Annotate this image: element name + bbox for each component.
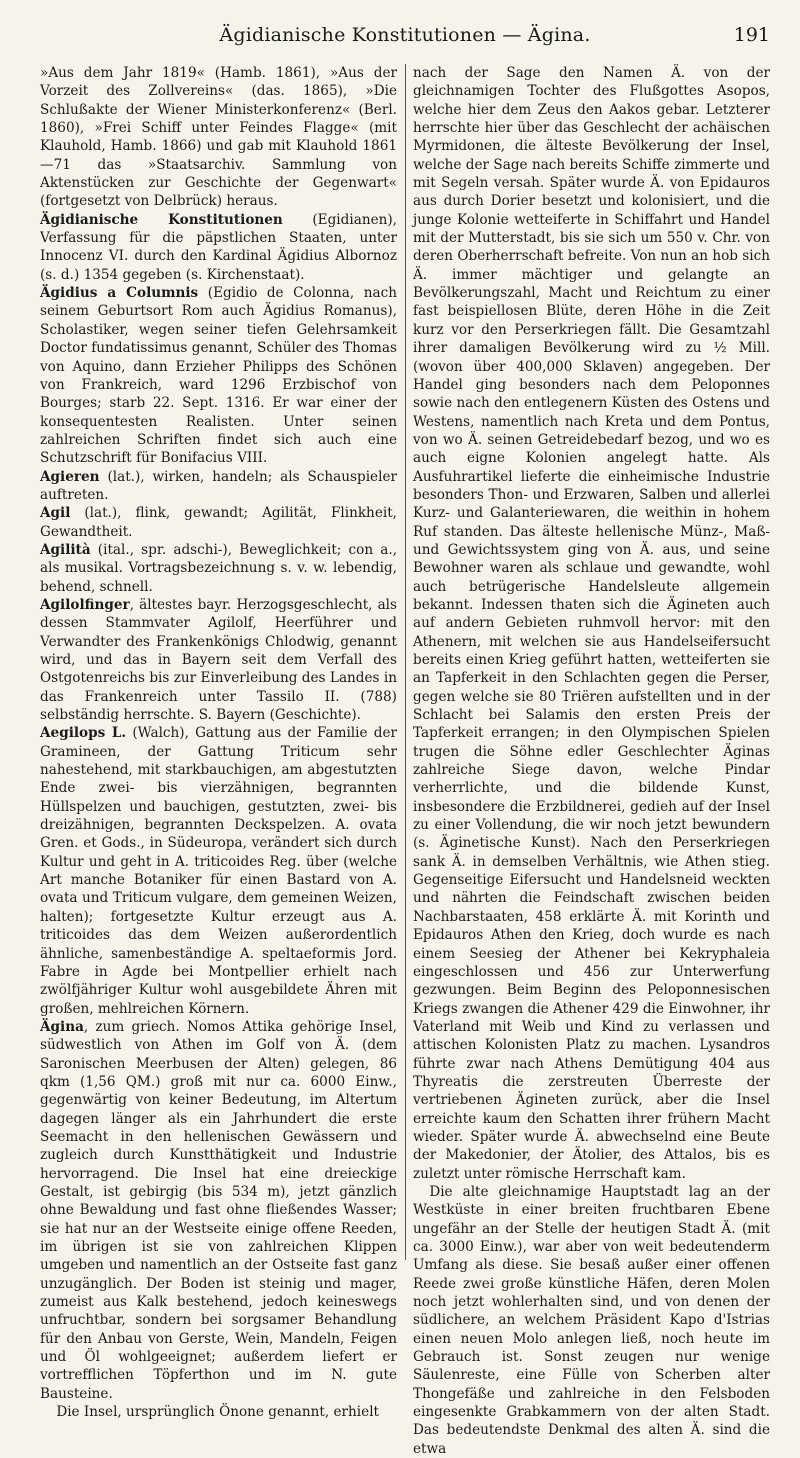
left-column (40, 64, 397, 1421)
entry-text: (ital., spr. adschi-), Beweglichkeit; con a., als musikal. Vortragsbezeichnung s. v. w. lebendig, behend, schnell. (40, 541, 397, 595)
dictionary-entry (40, 504, 397, 541)
entry-text: (lat.), flink, gewandt; Agilität, Flinkheit, Gewandtheit. (40, 505, 397, 540)
entry-headword: Aegilops L. (40, 725, 127, 742)
dictionary-entry (40, 724, 397, 1018)
running-head: Ägidianische Konstitutionen — Ägina. (219, 24, 591, 46)
right-column (413, 64, 770, 1457)
paragraph (40, 1403, 397, 1421)
paragraph (413, 64, 770, 1183)
entry-text: (lat.), wirken, handeln; als Schauspieler auftreten. (40, 468, 397, 503)
paragraph (40, 64, 397, 211)
entry-text: nach der Sage den Namen Ä. von der gleichnamigen Tochter des Flußgottes Asopos, welche hier dem Zeus den Aakos gebar. Letzterer herrschte hier über das Geschlecht der achäischen Myrmidonen, die älteste Bevölkerung der Insel, welche der Sage nach bereits Schiffe zimmerte und mit Segeln versah. Später wurde Ä. von Epidauros aus durch Dorier besetzt und kolonisiert, und die junge Kolonie wetteiferte in Schiffahrt und Handel mit der Mutterstadt, bis sie sich um 550 v. Chr. von deren Oberherrschaft befreite. Von nun an hob sich Ä. immer mächtiger und gelangte an Bevölkerungszahl, Macht und Reichtum zu einer fast beispiellosen Blüte, deren Höhe in die Zeit kurz vor den Perserkriegen fällt. Die Gesamtzahl ihrer damaligen Bevölkerung wird zu ½ Mill. (wovon über 400,000 Sklaven) angegeben. Der Handel ging besonders nach dem Peloponnes sowie nach den entlegenern Küsten des Ostens und Westens, namentlich nach Kreta und dem Pontus, von wo Ä. seinen Getreidebedarf bezog, und wo es auch eigne Kolonien angelegt hatte. Als Ausfuhrartikel lieferte die einheimische Industrie besonders Thon- und Erzwaren, Salben und allerlei Kurz- und Galanteriewaren, die weithin in hohem Ruf standen. Das älteste hellenische Münz-, Maß- und Gewichtssystem ging von Ä. aus, und seine Bewohner waren als schlaue und gewandte, wohl auch betrügerische Handelsleute allgemein bekannt. Indessen thaten sich die Ägineten auch auf andern Gebieten ruhmvoll hervor: mit den Athenern, mit welchen sie aus Handelseifersucht bereits einen Krieg geführt hatten, wetteiferten sie an Tapferkeit in den Schlachten gegen die Perser, gegen welche sie 80 Triëren aufstellten und in der Schlacht bei Salamis den ersten Preis der Tapferkeit errangen; in den Olympischen Spielen trugen die Söhne edler Geschlechter Äginas zahlreiche Siege davon, welche Pindar verherrlichte, und die bildende Kunst, insbesondere die Erzbildnerei, gedieh auf der Insel zu einer Vollendung, die wir noch jetzt bewundern (s. Äginetische Kunst). Nach den Perserkriegen sank Ä. in demselben Verhältnis, wie Athen stieg. Gegenseitige Eifersucht und Handelsneid weckten und nährten die Feindschaft zwischen beiden Nachbarstaaten, 458 erklärte Ä. mit Korinth und Epidauros Athen den Krieg, doch wurde es nach einem Seesieg der Athener bei Kekryphaleia eingeschlossen und 456 zur Unterwerfung gezwungen. Beim Beginn des Peloponnesischen Kriegs zwangen die Athener 429 die Einwohner, ihr Vaterland mit Weib und Kind zu verlassen und attischen Kolonisten Platz zu machen. Lysandros führte zwar nach Athens Demütigung 404 aus Thyreatis die zerstreuten Überreste der vertriebenen Ägineten zurück, aber die Insel erreichte kaum den Schatten ihrer frühern Macht wieder. Später wurde Ä. abwechselnd eine Beute der Makedonier, der Ätolier, des Attalos, bis es zuletzt unter römische Herrschaft kam. (413, 65, 770, 1182)
dictionary-entry (40, 541, 397, 596)
entry-text: , zum griech. Nomos Attika gehörige Insel, südwestlich von Athen im Golf von Ä. (dem Saronischen Meerbusen der Alten) gelegen, 86 qkm (1,56 QM.) groß mit nur ca. 6000 Einw., gegenwärtig von keiner Bedeutung, im Altertum dagegen länger als ein Jahrhundert die erste Seemacht in den hellenischen Gewässern und zugleich durch Kunstthätigkeit und Industrie hervorragend. Die Insel hat eine dreieckige Gestalt, ist gebirgig (bis 534 m), jetzt gänzlich ohne Bewaldung und fast ohne fließendes Wasser; sie hat nur an der Westseite einige offene Reeden, im übrigen ist sie von zahlreichen Klippen umgeben und namentlich an der Ostseite fast ganz unzugänglich. Der Boden ist steinig und mager, zumeist aus Kalk bestehend, jedoch keineswegs unfruchtbar, sondern bei sorgsamer Behandlung für den Anbau von Gerste, Wein, Mandeln, Feigen und Öl wohlgeeignet; außerdem liefert er vortrefflichen Töpferthon und im N. gute Bausteine. (40, 1018, 397, 1402)
dictionary-page (40, 22, 770, 1457)
entry-headword: Ägidius a Columnis (40, 285, 199, 302)
entry-headword: Ägina (40, 1018, 84, 1035)
entry-text: »Aus dem Jahr 1819« (Hamb. 1861), »Aus der Vorzeit des Zollvereins« (das. 1865), »Die Schlußakte der Wiener Ministerkonferenz« (Berl. 1860), »Frei Schiff unter Feindes Flagge« (mit Klauhold, Hamb. 1866) und gab mit Klauhold 1861—71 das »Staatsarchiv. Sammlung von Aktenstücken zur Geschichte der Gegenwart« (fortgesetzt von Delbrück) heraus. (40, 65, 397, 210)
entry-headword: Agilità (40, 541, 91, 558)
dictionary-entry (40, 596, 397, 724)
entry-headword: Agilolfinger (40, 596, 130, 613)
column-divider (405, 64, 406, 1260)
dictionary-entry (40, 468, 397, 505)
dictionary-entry (40, 284, 397, 467)
entry-text: (Egidio de Colonna, nach seinem Geburtsort Rom auch Ägidius Romanus), Scholastiker, wegen seiner tiefen Gelehrsamkeit Doctor fundatissimus genannt, Schüler des Thomas von Aquino, dann Erzieher Philipps des Schönen von Frankreich, ward 1296 Erzbischof von Bourges; starb 22. Sept. 1316. Er war einer der konsequentesten Realisten. Unter seinen zahlreichen Schriften findet sich auch eine Schutzschrift für Bonifacius VIII. (40, 285, 397, 467)
entry-headword: Ägidianische Konstitutionen (40, 211, 283, 228)
paragraph (413, 1183, 770, 1458)
entry-text: Die alte gleichnamige Hauptstadt lag an der Westküste in einer breiten fruchtbaren Ebene ungefähr an der Stelle der heutigen Stadt Ä. (mit ca. 3000 Einw.), war aber von weit bedeutenderm Umfang als diese. Sie besaß außer einer offenen Reede zwei große künstliche Häfen, deren Molen noch jetzt wohlerhalten sind, und von denen der südlichere, an welchem Präsident Kapo d'Istrias einen neuen Molo anlegen ließ, noch heute im Gebrauch ist. Sonst zeugen nur wenige Säulenreste, eine Fülle von Scherben alter Thongefäße und zahlreiche in den Felsboden eingesenkte Grabkammern von der alten Stadt. Das bedeutendste Denkmal des alten Ä. sind die etwa (413, 1183, 770, 1457)
entry-text: , ältestes bayr. Herzogsgeschlecht, als dessen Stammvater Agilolf, Heerführer und Verwandter des Frankenkönigs Chlodwig, genannt wird, und das in Bayern seit dem Verfall des Ostgotenreichs bis zur Einverleibung des Landes in das Frankenreich unter Tassilo II. (788) selbständig herrschte. S. Bayern (Geschichte). (40, 596, 397, 724)
page-number: 191 (733, 24, 770, 46)
entry-headword: Agil (40, 505, 71, 522)
entry-headword: Agieren (40, 468, 100, 485)
entry-text: (Walch), Gattung aus der Familie der Gramineen, der Gattung Triticum sehr nahestehend, mit starkbauchigen, am abgestutzten Ende zwei- bis vierzähnigen, begrannten Hüllspelzen und bauchigen, gestutzten, zwei- bis dreizähnigen, begrannten Deckspelzen. A. ovata Gren. et Gods., in Südeuropa, verändert sich durch Kultur und geht in A. triticoides Reg. über (welche Art manche Botaniker für einen Bastard von A. ovata und Triticum vulgare, dem gemeinen Weizen, halten); fortgesetzte Kultur erzeugt aus A. triticoides das dem Weizen außerordentlich ähnliche, samenbeständige A. speltaeformis Jord. Fabre in Agde bei Montpellier erhielt nach zwölfjähriger Kultur wohl ausgebildete Ähren mit großen, mehlreichen Körnern. (40, 725, 397, 1017)
entry-text: (Egidianen), Verfassung für die päpstlichen Staaten, unter Innocenz VI. durch den Kardinal Ägidius Albornoz (s. d.) 1354 gegeben (s. Kirchenstaat). (40, 211, 397, 283)
dictionary-entry (40, 1018, 397, 1403)
text-columns (40, 64, 770, 1457)
dictionary-entry (40, 211, 397, 284)
page-header (40, 22, 770, 62)
entry-text: Die Insel, ursprünglich Önone genannt, erhielt (56, 1404, 380, 1421)
